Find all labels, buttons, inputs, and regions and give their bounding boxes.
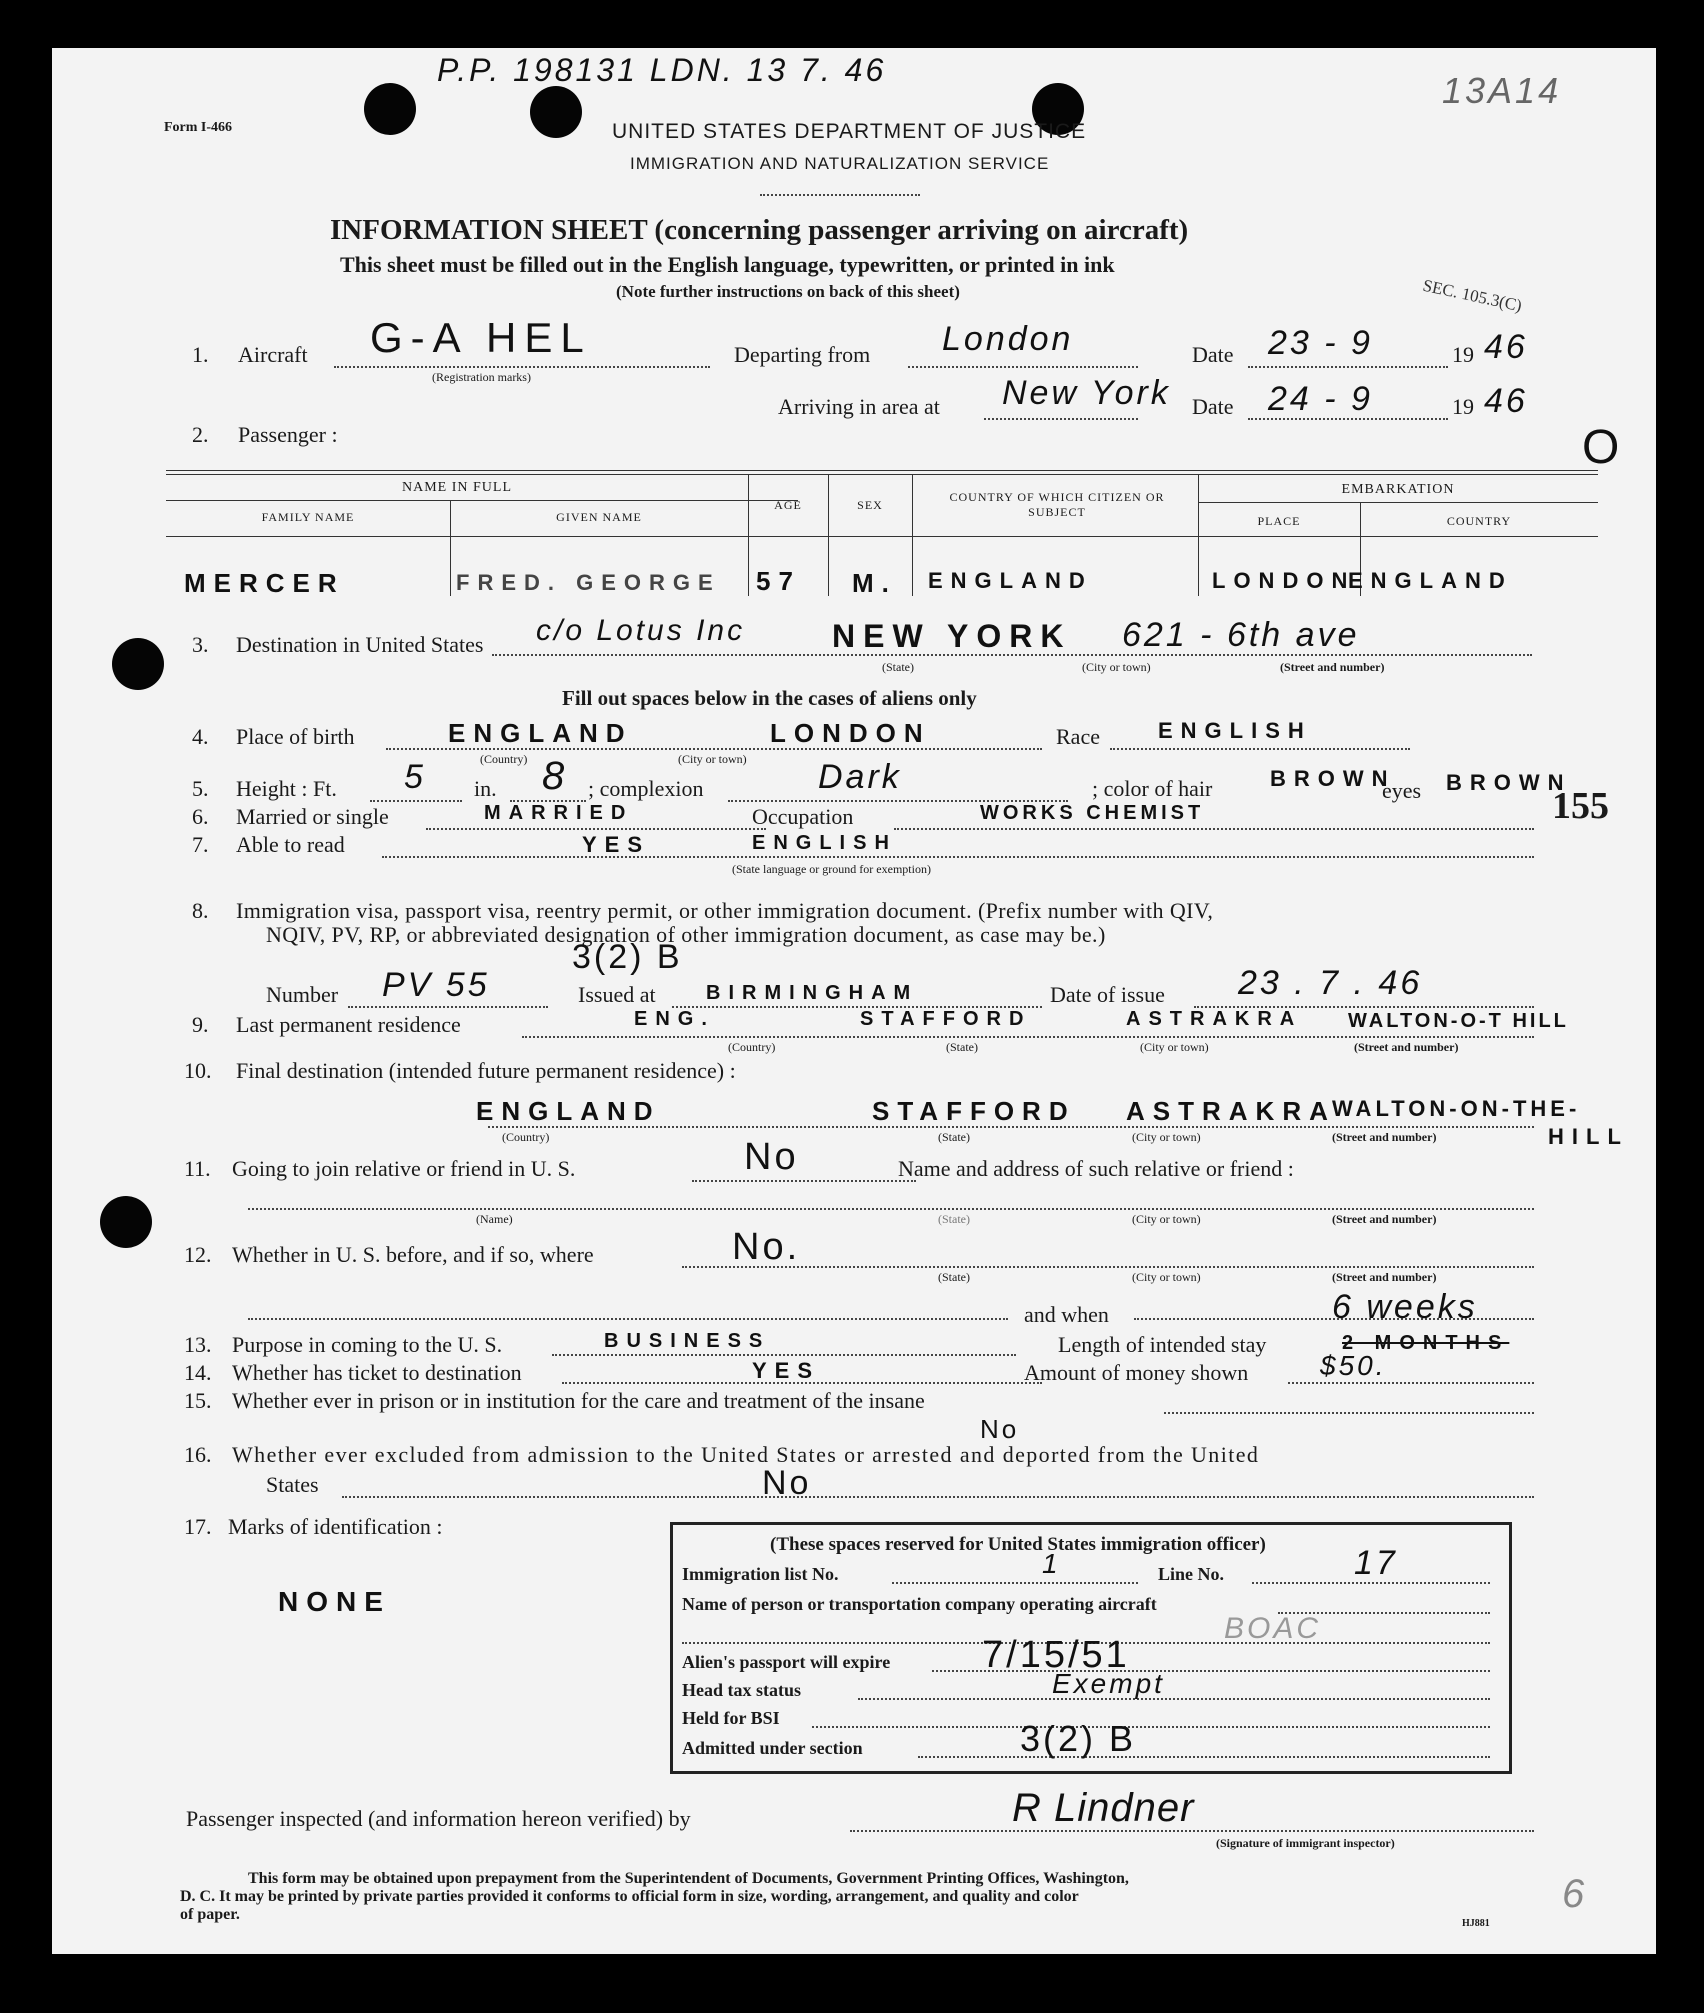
departing-label: Departing from bbox=[734, 342, 871, 367]
corner-mark: 6 bbox=[1562, 1872, 1588, 1916]
sex-header: SEX bbox=[857, 498, 883, 512]
company-label: Name of person or transportation company operating aircraft bbox=[682, 1594, 1157, 1614]
embark-country-value: ENGLAND bbox=[1348, 568, 1513, 593]
item-number: 5. bbox=[192, 776, 209, 801]
residence-state-value: STAFFORD bbox=[860, 1008, 1032, 1030]
circle-mark: O bbox=[1582, 421, 1623, 474]
street-sublabel: (Street and number) bbox=[1354, 1040, 1459, 1054]
visa-number-value: PV 55 bbox=[382, 966, 490, 1004]
given-name-value: FRED. GEORGE bbox=[456, 570, 721, 595]
final-destination-label: Final destination (intended future permanent residence) : bbox=[236, 1058, 736, 1083]
destination-label: Destination in United States bbox=[236, 632, 484, 657]
purpose-label: Purpose in coming to the U. S. bbox=[232, 1332, 503, 1357]
complexion-value: Dark bbox=[818, 758, 902, 796]
officer-box-title: (These spaces reserved for United States immigration officer) bbox=[770, 1534, 1266, 1555]
state-sublabel: (State) bbox=[946, 1040, 978, 1054]
bsi-label: Held for BSI bbox=[682, 1708, 780, 1728]
country-column-header: COUNTRY bbox=[1446, 514, 1512, 528]
item-number: 15. bbox=[184, 1388, 212, 1413]
item-number: 17. bbox=[184, 1514, 212, 1539]
number-label: Number bbox=[266, 982, 339, 1007]
height-inches-value: 8 bbox=[542, 754, 568, 798]
top-annotation: P.P. 198131 LDN. 13 7. 46 bbox=[437, 52, 887, 88]
state-sublabel: (State) bbox=[938, 1130, 970, 1144]
city-sublabel: (City or town) bbox=[1082, 660, 1151, 674]
street-sublabel: (Street and number) bbox=[1280, 660, 1385, 674]
read-label: Able to read bbox=[236, 832, 345, 857]
line-label: Line No. bbox=[1158, 1564, 1225, 1584]
year-prefix: 19 bbox=[1452, 342, 1474, 367]
arriving-label: Arriving in area at bbox=[778, 394, 940, 419]
and-when-label: and when bbox=[1024, 1302, 1109, 1327]
registration-sublabel: (Registration marks) bbox=[432, 370, 531, 384]
year-prefix: 19 bbox=[1452, 394, 1474, 419]
hair-value: BROWN bbox=[1270, 766, 1396, 791]
read-language-value: ENGLISH bbox=[752, 832, 897, 854]
admitted-label: Admitted under section bbox=[682, 1738, 863, 1758]
excluded-label: Whether ever excluded from admission to the United States or arrested and deported from the United bbox=[232, 1442, 1260, 1467]
page-title: INFORMATION SHEET (concerning passenger arriving on aircraft) bbox=[330, 214, 1189, 246]
family-name-value: MERCER bbox=[184, 568, 345, 598]
admitted-value: 3(2) B bbox=[1020, 1718, 1137, 1759]
issue-date-label: Date of issue bbox=[1050, 982, 1165, 1007]
inches-label: in. bbox=[474, 776, 497, 801]
issue-date-value: 23 . 7 . 46 bbox=[1238, 964, 1423, 1002]
visa-text-2: NQIV, PV, RP, or abbreviated designation of other immigration document, as case may be.) bbox=[266, 922, 1106, 947]
citizen-value: ENGLAND bbox=[928, 568, 1093, 593]
item-number: 16. bbox=[184, 1442, 212, 1467]
residence-label: Last permanent residence bbox=[236, 1012, 461, 1037]
date-label: Date bbox=[1192, 394, 1234, 419]
passport-label: Alien's passport will expire bbox=[682, 1652, 891, 1672]
excluded-value: No bbox=[762, 1464, 812, 1502]
item-number: 3. bbox=[192, 632, 209, 657]
stay-struck-value: 2 MONTHS bbox=[1342, 1332, 1510, 1354]
company-value: BOAC bbox=[1224, 1612, 1322, 1645]
service-heading: IMMIGRATION AND NATURALIZATION SERVICE bbox=[630, 154, 1050, 173]
previous-visit-label: Whether in U. S. before, and if so, where bbox=[232, 1242, 594, 1267]
page-stamp: 155 bbox=[1552, 785, 1609, 827]
money-label: Amount of money shown bbox=[1024, 1360, 1249, 1385]
care-of-value: c/o Lotus Inc bbox=[536, 614, 746, 647]
visa-annotation: 3(2) B bbox=[572, 938, 683, 976]
join-relative-value: No bbox=[744, 1136, 799, 1178]
ticket-label: Whether has ticket to destination bbox=[232, 1360, 522, 1385]
headtax-label: Head tax status bbox=[682, 1680, 802, 1700]
stay-value: 6 weeks bbox=[1332, 1288, 1478, 1326]
punch-hole bbox=[364, 83, 416, 135]
given-name-header: GIVEN NAME bbox=[556, 510, 642, 524]
excluded-label-2: States bbox=[266, 1472, 319, 1497]
passport-value: 7/15/51 bbox=[982, 1634, 1130, 1676]
read-yes-value: YES bbox=[582, 832, 651, 857]
punch-hole bbox=[530, 86, 582, 138]
age-header: AGE bbox=[774, 498, 802, 512]
residence-street-value: WALTON-O-T HILL bbox=[1348, 1010, 1569, 1032]
departing-value: London bbox=[942, 320, 1074, 358]
item-number: 4. bbox=[192, 724, 209, 749]
embarkation-header: EMBARKATION bbox=[1341, 482, 1455, 497]
name-in-full-header: NAME IN FULL bbox=[402, 480, 512, 495]
list-value: 1 bbox=[1042, 1548, 1061, 1579]
ticket-value: YES bbox=[752, 1358, 821, 1383]
item-number: 11. bbox=[184, 1156, 211, 1181]
footer-text-2: D. C. It may be printed by private parties provided it conforms to official form in size, wording, arrangement, and quality and color bbox=[180, 1888, 1079, 1905]
passenger-label: Passenger : bbox=[238, 422, 338, 447]
language-sublabel: (State language or ground for exemption) bbox=[732, 862, 931, 876]
item-number: 14. bbox=[184, 1360, 212, 1385]
eyes-value: BROWN bbox=[1446, 770, 1572, 795]
stamp: SEC. 105.3(C) bbox=[1421, 275, 1524, 316]
issued-value: BIRMINGHAM bbox=[706, 982, 919, 1004]
height-label: Height : Ft. bbox=[236, 776, 337, 801]
marital-value: MARRIED bbox=[484, 802, 634, 824]
relative-address-label: Name and address of such relative or friend : bbox=[898, 1156, 1294, 1181]
sex-value: M. bbox=[852, 568, 897, 598]
city-sublabel: (City or town) bbox=[678, 752, 747, 766]
street-sublabel: (Street and number) bbox=[1332, 1130, 1437, 1144]
arriving-value: New York bbox=[1002, 374, 1171, 412]
aircraft-label: Aircraft bbox=[238, 342, 308, 367]
headtax-value: Exempt bbox=[1052, 1668, 1165, 1699]
footer-text-3: of paper. bbox=[180, 1906, 240, 1923]
line-value: 17 bbox=[1354, 1544, 1398, 1582]
item-number: 1. bbox=[192, 342, 209, 367]
prison-value: No bbox=[980, 1414, 1020, 1444]
departure-year: 46 bbox=[1484, 328, 1528, 366]
state-sublabel: (State) bbox=[938, 1270, 970, 1284]
subtitle: This sheet must be filled out in the English language, typewritten, or printed in ink bbox=[340, 252, 1115, 277]
marital-label: Married or single bbox=[236, 804, 389, 829]
item-number: 10. bbox=[184, 1058, 212, 1083]
item-number: 13. bbox=[184, 1332, 212, 1357]
birthplace-label: Place of birth bbox=[236, 724, 355, 749]
country-sublabel: (Country) bbox=[502, 1130, 550, 1144]
arrival-date: 24 - 9 bbox=[1268, 380, 1373, 418]
race-label: Race bbox=[1056, 724, 1100, 749]
country-sublabel: (Country) bbox=[480, 752, 528, 766]
purpose-value: BUSINESS bbox=[604, 1330, 771, 1352]
list-label: Immigration list No. bbox=[682, 1564, 839, 1584]
visa-text-1: Immigration visa, passport visa, reentry permit, or other immigration document. (Prefix number with QIV, bbox=[236, 898, 1214, 923]
age-value: 57 bbox=[756, 566, 801, 596]
item-number: 6. bbox=[192, 804, 209, 829]
money-value: $50. bbox=[1320, 1350, 1387, 1381]
item-number: 9. bbox=[192, 1012, 209, 1037]
item-number: 7. bbox=[192, 832, 209, 857]
final-state-value: STAFFORD bbox=[872, 1096, 1076, 1126]
state-sublabel: (State) bbox=[882, 660, 914, 674]
residence-country-value: ENG. bbox=[634, 1008, 715, 1030]
race-value: ENGLISH bbox=[1158, 718, 1312, 743]
item-number: 2. bbox=[192, 422, 209, 447]
street-sublabel: (Street and number) bbox=[1332, 1212, 1437, 1226]
note: (Note further instructions on back of this sheet) bbox=[616, 282, 960, 301]
street-sublabel: (Street and number) bbox=[1332, 1270, 1437, 1284]
family-name-header: FAMILY NAME bbox=[261, 510, 355, 524]
item-number: 8. bbox=[192, 898, 209, 923]
aircraft-value: G-A HEL bbox=[370, 314, 592, 361]
form-number: Form I-466 bbox=[164, 120, 233, 135]
final-street-value-2: HILL bbox=[1548, 1124, 1629, 1149]
birth-city-value: LONDON bbox=[770, 718, 931, 748]
previous-visit-value: No. bbox=[732, 1226, 801, 1268]
state-sublabel: (State) bbox=[938, 1212, 970, 1226]
country-sublabel: (Country) bbox=[728, 1040, 776, 1054]
department-heading: UNITED STATES DEPARTMENT OF JUSTICE bbox=[612, 120, 1087, 143]
footer-text-1: This form may be obtained upon prepayment from the Superintendent of Documents, Government Printing Offices, Washington, bbox=[248, 1870, 1129, 1887]
eyes-label: eyes bbox=[1382, 778, 1422, 803]
form-code: HJ881 bbox=[1462, 1918, 1490, 1929]
hair-label: ; color of hair bbox=[1092, 776, 1213, 801]
departure-date: 23 - 9 bbox=[1268, 324, 1373, 362]
prison-label: Whether ever in prison or in institution for the care and treatment of the insane bbox=[232, 1388, 925, 1413]
identification-value: NONE bbox=[278, 1586, 391, 1617]
city-sublabel: (City or town) bbox=[1132, 1212, 1201, 1226]
issued-label: Issued at bbox=[578, 982, 656, 1007]
destination-state-value: NEW YORK bbox=[832, 618, 1072, 654]
country-header: COUNTRY OF WHICH CITIZEN OR SUBJECT bbox=[949, 490, 1165, 519]
information-sheet bbox=[52, 48, 1656, 1954]
height-feet-value: 5 bbox=[404, 758, 426, 796]
residence-city-value: ASTRAKRA bbox=[1126, 1008, 1303, 1030]
identification-label: Marks of identification : bbox=[228, 1514, 443, 1539]
city-sublabel: (City or town) bbox=[1140, 1040, 1209, 1054]
occupation-label: Occupation bbox=[752, 804, 854, 829]
inspector-signature: R Lindner bbox=[1012, 1786, 1195, 1830]
final-street-value: WALTON-ON-THE- bbox=[1332, 1096, 1581, 1121]
divider bbox=[760, 194, 920, 196]
arrival-year: 46 bbox=[1484, 382, 1528, 420]
corner-annotation: 13A14 bbox=[1442, 70, 1562, 111]
place-header: PLACE bbox=[1257, 514, 1301, 528]
complexion-label: ; complexion bbox=[588, 776, 704, 801]
final-country-value: ENGLAND bbox=[476, 1096, 661, 1126]
birth-country-value: ENGLAND bbox=[448, 718, 633, 748]
city-sublabel: (City or town) bbox=[1132, 1130, 1201, 1144]
signature-sublabel: (Signature of immigrant inspector) bbox=[1216, 1836, 1395, 1850]
city-sublabel: (City or town) bbox=[1132, 1270, 1201, 1284]
occupation-value: WORKS CHEMIST bbox=[980, 802, 1205, 824]
join-relative-label: Going to join relative or friend in U. S. bbox=[232, 1156, 576, 1181]
name-sublabel: (Name) bbox=[476, 1212, 513, 1226]
embark-place-value: LONDON bbox=[1212, 568, 1356, 593]
date-label: Date bbox=[1192, 342, 1234, 367]
destination-street-value: 621 - 6th ave bbox=[1122, 616, 1360, 654]
punch-hole bbox=[112, 638, 164, 690]
item-number: 12. bbox=[184, 1242, 212, 1267]
inspected-label: Passenger inspected (and information hereon verified) by bbox=[186, 1806, 691, 1831]
aliens-heading: Fill out spaces below in the cases of aliens only bbox=[562, 686, 977, 710]
stay-label: Length of intended stay bbox=[1058, 1332, 1267, 1357]
final-city-value: ASTRAKRA bbox=[1126, 1096, 1336, 1126]
punch-hole bbox=[100, 1196, 152, 1248]
